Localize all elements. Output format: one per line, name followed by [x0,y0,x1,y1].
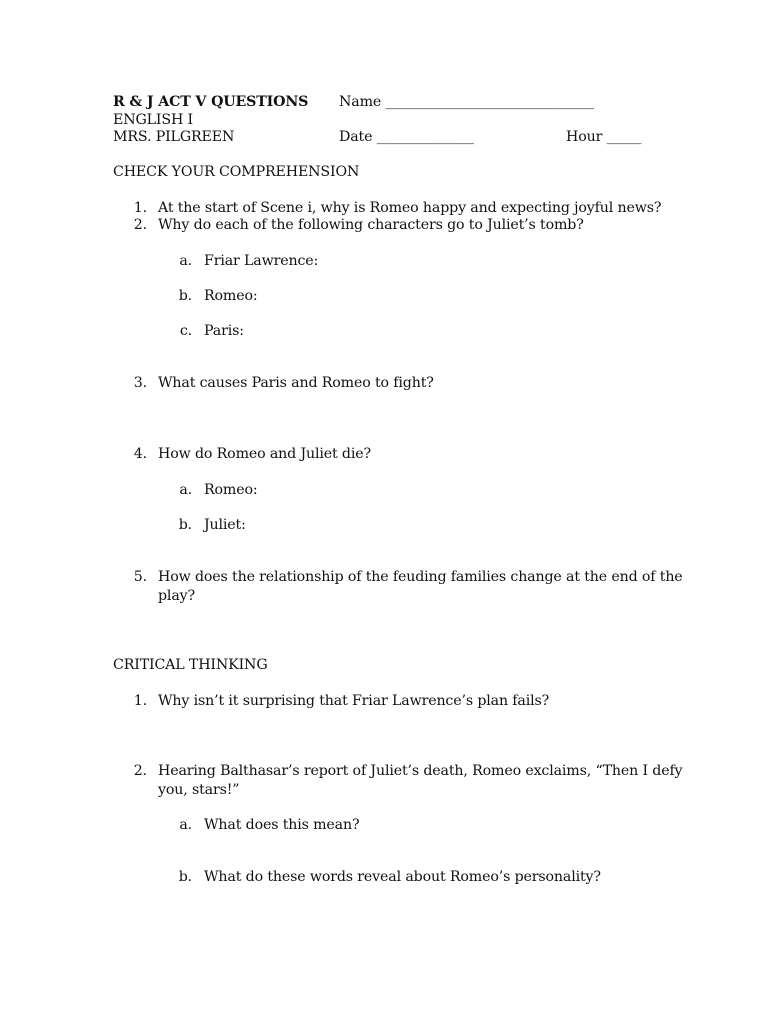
question-number: 2. [133,763,147,779]
critical-heading: CRITICAL THINKING [113,657,268,673]
sub-question-letter: a. [179,253,192,269]
question-number: 1. [133,693,147,709]
worksheet-title: R & J ACT V QUESTIONS [113,94,309,110]
date-field[interactable]: Date ______________ [339,129,474,145]
question-text: At the start of Scene i, why is Romeo happy and expecting joyful news? [158,200,662,216]
teacher-label: MRS. PILGREEN [113,129,235,145]
sub-question-text: Paris: [204,323,244,339]
sub-question-text: What does this mean? [204,817,360,833]
question-number: 5. [133,569,147,585]
sub-question-text: What do these words reveal about Romeo’s personality? [204,869,601,885]
sub-question-text: Romeo: [204,482,258,498]
sub-question-text: Friar Lawrence: [204,253,319,269]
question-number: 3. [133,375,147,391]
sub-question-text: Juliet: [204,517,246,533]
sub-question-letter: b. [178,869,192,885]
question-text: How does the relationship of the feuding families change at the end of the [158,569,683,585]
question-text: Why do each of the following characters go to Juliet’s tomb? [158,217,584,233]
sub-question-letter: b. [178,517,192,533]
sub-question-letter: c. [179,323,192,339]
hour-field[interactable]: Hour _____ [566,129,642,145]
sub-question-letter: a. [179,482,192,498]
question-text-continued: you, stars!” [158,782,240,798]
question-number: 2. [133,217,147,233]
question-text: Hearing Balthasar’s report of Juliet’s death, Romeo exclaims, “Then I defy [158,763,683,779]
sub-question-text: Romeo: [204,288,258,304]
question-text: Why isn’t it surprising that Friar Lawrence’s plan fails? [158,693,550,709]
name-field[interactable]: Name ______________________________ [339,94,594,110]
question-text: What causes Paris and Romeo to fight? [158,375,434,391]
sub-question-letter: a. [179,817,192,833]
course-label: ENGLISH I [113,112,193,128]
sub-question-letter: b. [178,288,192,304]
question-text: How do Romeo and Juliet die? [158,446,371,462]
comprehension-heading: CHECK YOUR COMPREHENSION [113,164,360,180]
question-number: 1. [133,200,147,216]
question-text-continued: play? [158,588,195,604]
question-number: 4. [133,446,147,462]
